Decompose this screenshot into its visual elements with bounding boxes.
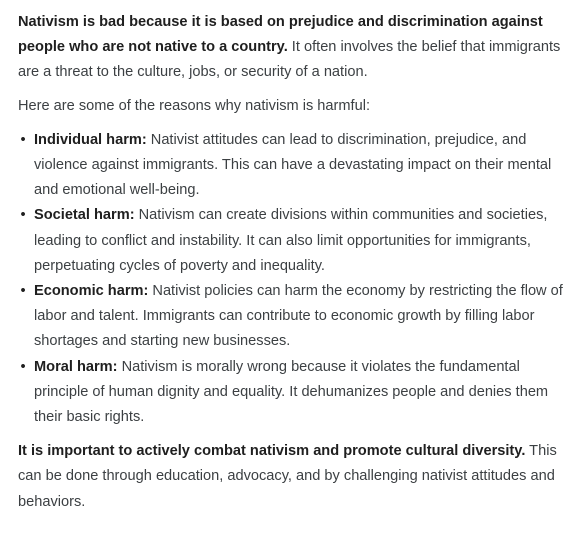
conclusion-bold-statement: It is important to actively combat nativism and promote cultural diversity. xyxy=(18,443,526,460)
reason-title: Individual harm: xyxy=(34,131,147,148)
list-item xyxy=(20,203,577,279)
bullet-icon: • xyxy=(20,283,26,300)
reason-title: Economic harm: xyxy=(34,283,149,300)
reason-text: Nativist attitudes can lead to discrimination, prejudice, and violence against immigrants. This can have a devastating impact on their mental and emotional well-being. xyxy=(34,131,552,199)
reasons-list xyxy=(18,128,577,430)
reason-text: Nativism can create divisions within communities and societies, leading to conflict and instability. It can also limit opportunities for immigrants, perpetuating cycles of poverty and inequality. xyxy=(34,207,548,274)
reason-title: Moral harm: xyxy=(34,358,118,375)
bullet-icon: • xyxy=(20,207,26,224)
list-item xyxy=(20,279,577,355)
intro-paragraph xyxy=(18,10,577,86)
intro-text: It often involves the belief that immigrants are a threat to the culture, jobs, or security of a nation. xyxy=(18,39,561,81)
reason-text: Nativist policies can harm the economy by restricting the flow of labor and talent. Immigrants can contribute to economic growth by filling labor shortages and starting new businesses. xyxy=(34,283,563,350)
intro-bold-statement: Nativism is bad because it is based on prejudice and discrimination against people who are not native to a country. xyxy=(18,14,543,56)
reason-text: Nativism is morally wrong because it violates the fundamental principle of human dignity and equality. It dehumanizes people and denies them their basic rights. xyxy=(34,358,549,426)
list-item xyxy=(20,355,577,431)
reasons-lead: Here are some of the reasons why nativism is harmful: xyxy=(18,97,371,114)
conclusion-text: This can be done through education, advocacy, and by challenging nativist attitudes and behaviors. xyxy=(18,443,557,510)
conclusion-paragraph xyxy=(18,439,577,515)
bullet-icon: • xyxy=(20,358,26,375)
list-item xyxy=(20,128,577,204)
bullet-icon: • xyxy=(20,131,26,148)
reason-title: Societal harm: xyxy=(34,207,135,224)
